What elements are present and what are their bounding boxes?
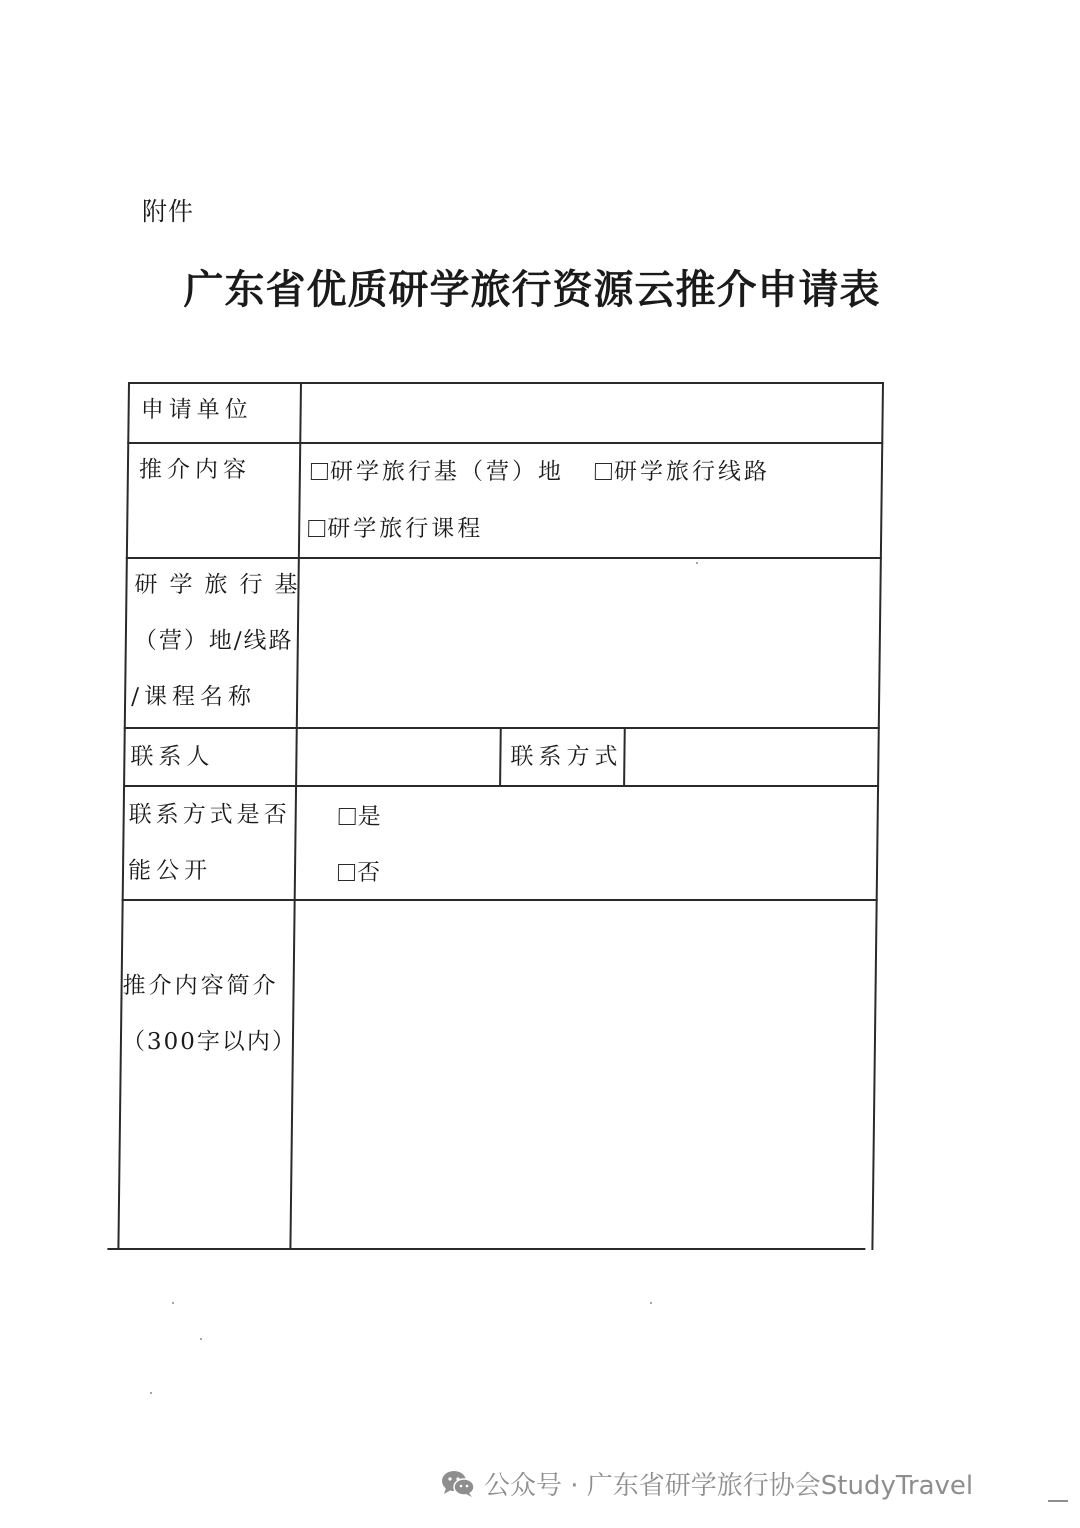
checkbox-icon bbox=[311, 463, 328, 480]
scan-speck bbox=[650, 1302, 652, 1304]
option-route-label: 研学旅行线路 bbox=[613, 459, 771, 485]
row-divider bbox=[122, 899, 878, 901]
option-base-label: 研学旅行基（营）地 bbox=[329, 459, 565, 485]
option-yes[interactable] bbox=[339, 802, 384, 832]
applicant-label: 申请单位 bbox=[140, 397, 253, 423]
page-title: 广东省优质研学旅行资源云推介申请表 bbox=[183, 267, 881, 313]
table-border-bottom bbox=[107, 1248, 865, 1250]
checkbox-icon bbox=[595, 463, 612, 480]
public-label-line-2: 能公开 bbox=[127, 858, 213, 884]
option-no-label: 否 bbox=[356, 860, 384, 886]
scan-speck bbox=[200, 1338, 202, 1340]
contact-method-input[interactable] bbox=[631, 732, 872, 784]
option-route[interactable] bbox=[595, 457, 770, 487]
public-label-line-1: 联系方式是否 bbox=[128, 802, 291, 828]
contact-person-input[interactable] bbox=[305, 732, 494, 784]
checkbox-icon bbox=[339, 808, 356, 825]
option-course-label: 研学旅行课程 bbox=[327, 516, 484, 542]
name-label-line-2: （营）地/线路 bbox=[133, 628, 294, 654]
watermark-text: 公众号 · 广东省研学旅行协会StudyTravel bbox=[484, 1471, 974, 1501]
watermark-underline bbox=[1048, 1500, 1068, 1502]
option-no[interactable] bbox=[338, 858, 383, 888]
contact-person-label: 联系人 bbox=[130, 744, 215, 770]
contact-method-label: 联系方式 bbox=[510, 744, 623, 770]
checkbox-icon bbox=[338, 864, 355, 881]
wechat-icon bbox=[440, 1469, 476, 1499]
intro-label-line-1: 推介内容简介 bbox=[122, 973, 279, 999]
application-form-table bbox=[107, 382, 882, 1250]
scan-speck bbox=[150, 1392, 152, 1394]
attachment-label: 附件 bbox=[142, 197, 195, 226]
name-input[interactable] bbox=[306, 562, 874, 722]
watermark bbox=[440, 1465, 973, 1502]
table-border-right bbox=[871, 382, 884, 1250]
name-label-line-3: /课程名称 bbox=[130, 684, 257, 710]
contact-divider bbox=[499, 727, 502, 787]
applicant-input[interactable] bbox=[309, 386, 876, 438]
intro-input[interactable] bbox=[299, 904, 869, 1244]
contact-divider bbox=[623, 727, 626, 787]
checkbox-icon bbox=[308, 520, 325, 537]
intro-label-line-2: （300字以内） bbox=[121, 1029, 298, 1055]
name-label-line-1: 研学旅行基 bbox=[134, 572, 310, 598]
scan-speck bbox=[696, 562, 698, 564]
option-course[interactable] bbox=[308, 514, 483, 544]
option-base[interactable] bbox=[311, 457, 564, 487]
scan-speck bbox=[172, 1302, 174, 1304]
option-yes-label: 是 bbox=[357, 804, 384, 830]
recommend-content-label: 推介内容 bbox=[138, 457, 252, 483]
